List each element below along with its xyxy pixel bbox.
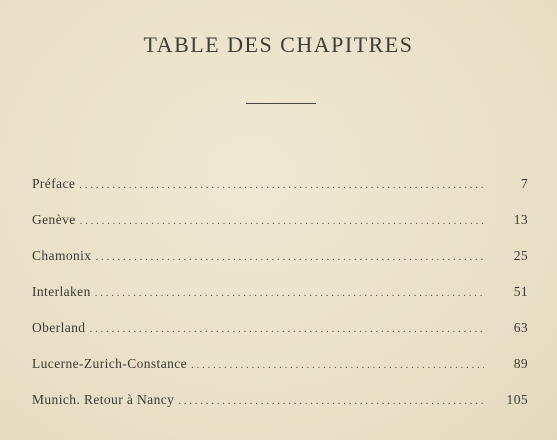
toc-entry-page-number: 89 <box>513 356 528 371</box>
table-of-contents <box>32 176 528 428</box>
toc-entry-label: Genève <box>32 212 76 227</box>
toc-entry-preface <box>32 176 528 212</box>
dot-leader <box>95 287 484 299</box>
toc-entry-page-number: 51 <box>513 284 528 299</box>
toc-entry-label: Chamonix <box>32 248 92 263</box>
dot-leader <box>79 179 484 191</box>
dot-leader <box>178 395 484 407</box>
dot-leader <box>89 323 484 335</box>
toc-entry-label: Lucerne-Zurich-Constance <box>32 356 188 371</box>
toc-entry-munich-retour-a-nancy <box>32 392 528 428</box>
title-divider <box>246 103 316 104</box>
dot-leader <box>191 359 484 371</box>
toc-entry-page-number: 105 <box>506 392 528 407</box>
toc-entry-geneve <box>32 212 528 248</box>
toc-entry-page-number: 25 <box>513 248 528 263</box>
toc-entry-label: Oberland <box>32 320 86 335</box>
toc-entry-oberland <box>32 320 528 356</box>
toc-entry-label: Interlaken <box>32 284 91 299</box>
toc-entry-interlaken <box>32 284 528 320</box>
toc-entry-chamonix <box>32 248 528 284</box>
toc-entry-label: Munich. Retour à Nancy <box>32 392 175 407</box>
dot-leader <box>95 251 484 263</box>
toc-entry-lucerne-zurich-constance <box>32 356 528 392</box>
toc-entry-page-number: 63 <box>513 320 528 335</box>
toc-entry-page-number: 7 <box>520 176 528 191</box>
toc-entry-page-number: 13 <box>513 212 528 227</box>
dot-leader <box>80 215 484 227</box>
toc-entry-label: Préface <box>32 176 76 191</box>
page-title: TABLE DES CHAPITRES <box>143 32 414 57</box>
